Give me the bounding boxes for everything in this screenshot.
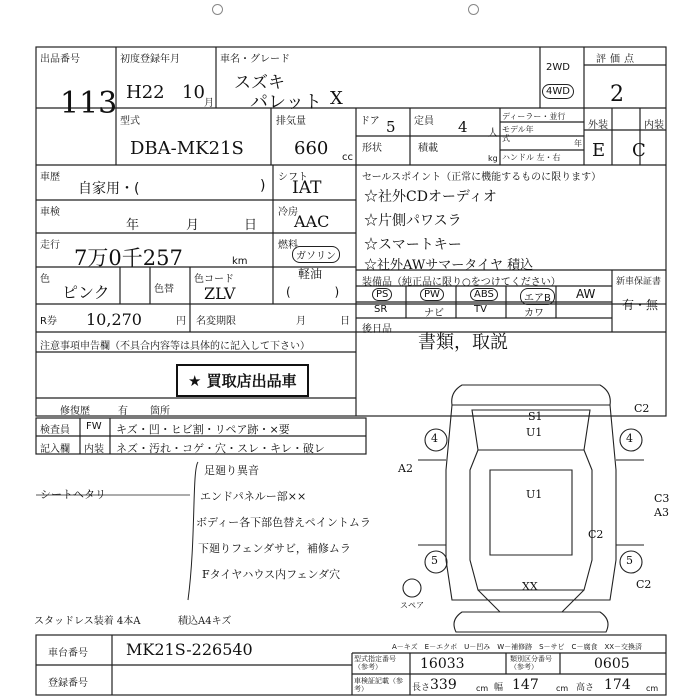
notice-label: 注意事項申告欄（不具合内容等は具体的に記入して下さい） xyxy=(40,341,310,352)
mark-s1: S1 xyxy=(528,410,543,423)
inspection-label: 車検 xyxy=(40,207,60,218)
docs-value: 書類，取説 xyxy=(418,332,508,353)
dealer-label: ディーラー・並行 xyxy=(502,112,566,121)
car-grade: X xyxy=(330,88,343,109)
door-label: ドア xyxy=(360,116,380,127)
equip-sr: SR xyxy=(374,304,388,315)
seat-note: シートヘタリ xyxy=(40,488,106,501)
legend: A－キズ E－エクボ U－凹み W－補修跡 S－サビ C－腐食 XX－交換済 xyxy=(392,643,643,651)
punch-hole xyxy=(212,4,223,15)
type-value: DBA-MK21S xyxy=(130,138,244,159)
first-reg-month: 10 xyxy=(182,82,205,103)
warranty-value: 有・無 xyxy=(622,298,659,312)
mark-wheel: 5 xyxy=(626,554,633,567)
recycle-label: R券 xyxy=(40,316,57,327)
color-code-label: 色コード xyxy=(194,274,234,285)
first-reg-era: H22 xyxy=(126,82,165,103)
note-line: 足廻り異音 xyxy=(204,464,259,477)
mileage-value: 7万0千257 xyxy=(74,246,183,270)
repair-label: 修復歴 xyxy=(60,406,90,417)
mark-a3: A3 xyxy=(654,506,669,519)
car-maker: スズキ xyxy=(234,73,285,93)
car-damage-diagram xyxy=(403,385,644,632)
first-reg-month-unit: 月 xyxy=(204,98,214,109)
class-no-label: 類別区分番号（参考） xyxy=(510,655,552,671)
mark-a2: A2 xyxy=(398,462,413,475)
exterior-label: 外装 xyxy=(588,120,608,131)
exterior-value: E xyxy=(592,140,606,161)
height-unit: cm xyxy=(646,684,659,693)
class-no-value: 0605 xyxy=(594,656,630,672)
inspection-year-unit: 年 xyxy=(126,218,140,233)
shift-value: IAT xyxy=(292,178,322,198)
sales-point-item: ☆社外CDオーディオ xyxy=(364,189,497,205)
docs-label: 後日品 xyxy=(362,324,392,335)
mark-u1: U1 xyxy=(526,488,543,501)
width-unit: cm xyxy=(556,684,569,693)
displacement-unit: cc xyxy=(342,152,353,163)
first-reg-label: 初度登録年月 xyxy=(120,54,180,65)
capacity-unit: 人 xyxy=(488,128,498,139)
load-label: 積載 xyxy=(418,143,438,154)
studless-note-2: 積込A4キズ xyxy=(178,616,232,627)
equip-abs: ABS xyxy=(470,288,498,301)
model-year-label: モデル年式 xyxy=(502,125,534,143)
cert-no-value: 16033 xyxy=(420,656,465,672)
length-label: 長さ xyxy=(412,683,431,693)
mileage-unit: km xyxy=(232,256,248,267)
equip-navi: ナビ xyxy=(424,308,444,319)
color-change-label: 色替 xyxy=(154,284,174,295)
length-unit: cm xyxy=(476,684,489,693)
mark-wheel: 4 xyxy=(626,432,633,445)
color-value: ピンク xyxy=(62,283,110,302)
inspector-label: 検査員 xyxy=(40,425,70,436)
punch-hole xyxy=(468,4,479,15)
color-label: 色 xyxy=(40,274,50,285)
buyer-stamp: ★ 買取店出品車 xyxy=(176,364,309,397)
equip-airbag: エアB xyxy=(520,288,555,305)
equipment-title: 装備品（純正品に限り○をつけてください） xyxy=(362,277,561,288)
handle-label: ハンドル 左・右 xyxy=(502,153,561,162)
note-line: ボディー各下部色替えペイントムラ xyxy=(196,516,371,529)
width-label: 幅 xyxy=(494,683,504,693)
mark-c2: C2 xyxy=(634,402,650,415)
note-line: エンドパネルー部×× xyxy=(200,490,307,503)
shape-label: 形状 xyxy=(362,143,382,154)
inspector-row1: キズ・凹・ヒビ割・リペア跡・×要 xyxy=(116,423,290,436)
car-model: パレット xyxy=(250,92,322,113)
height-value: 174 xyxy=(604,677,631,693)
shift-label: シフト xyxy=(278,172,308,183)
capacity-label: 定員 xyxy=(414,116,434,127)
record-label: 記入欄 xyxy=(40,444,70,455)
inspection-month-unit: 月 xyxy=(186,218,200,233)
cert-no-label: 型式指定番号（参考） xyxy=(354,655,396,671)
history-label: 車歴 xyxy=(40,172,60,183)
mark-c2: C2 xyxy=(588,528,604,541)
model-year-unit: 年 xyxy=(574,139,582,148)
drive-2wd: 2WD xyxy=(546,62,570,73)
aircon-label: 冷房 xyxy=(278,207,298,218)
inspector-row2: ネズ・汚れ・コゲ・穴・スレ・キレ・破レ xyxy=(116,442,325,455)
aircon-value: AAC xyxy=(294,212,330,231)
mark-wheel: 4 xyxy=(431,432,438,445)
chassis-label: 車台番号 xyxy=(48,648,88,659)
studless-note: スタッドレス装着 4本A xyxy=(34,616,141,627)
spare-tire-label: スペア xyxy=(400,601,424,610)
history-value: 自家用・( xyxy=(78,181,140,197)
note-line: 下廻りフェンダサビ，補修ムラ xyxy=(198,542,351,555)
name-change-day: 日 xyxy=(340,316,350,327)
lot-number: 113 xyxy=(60,86,118,121)
capacity-value: 4 xyxy=(458,118,468,136)
mark-u1: U1 xyxy=(526,426,543,439)
inspector-fw: FW xyxy=(86,421,102,432)
fuel-paren: ( ) xyxy=(286,285,360,299)
mileage-label: 走行 xyxy=(40,240,60,251)
repair-bracket: 箇所 xyxy=(150,406,170,417)
history-close: ) xyxy=(260,178,266,194)
name-change-month: 月 xyxy=(296,316,306,327)
displacement-label: 排気量 xyxy=(276,116,306,127)
mark-c2: C2 xyxy=(636,578,652,591)
note-line: Fタイヤハウス内フェンダ穴 xyxy=(202,568,341,581)
warranty-label: 新車保証書 xyxy=(616,277,662,287)
interior-value: C xyxy=(632,140,646,161)
door-value: 5 xyxy=(386,118,396,136)
fuel-value: ガソリン xyxy=(292,246,340,263)
equip-tv: TV xyxy=(474,304,487,315)
length-value: 339 xyxy=(430,677,457,693)
score-label: 評価点 xyxy=(596,54,638,65)
fuel-label: 燃料 xyxy=(278,240,298,251)
sales-point-item: ☆片側パワスラ xyxy=(364,213,462,229)
recycle-value: 10,270 xyxy=(86,310,142,329)
drive-4wd: 4WD xyxy=(542,84,574,99)
width-value: 147 xyxy=(512,677,539,693)
inspection-day-unit: 日 xyxy=(244,218,258,233)
recycle-unit: 円 xyxy=(176,316,186,327)
name-change-label: 名変期限 xyxy=(196,316,236,327)
reg-no-label: 登録番号 xyxy=(48,678,88,689)
chassis-value: MK21S-226540 xyxy=(126,640,253,659)
inspector-interior: 内装 xyxy=(84,444,104,455)
type-label: 型式 xyxy=(120,116,140,127)
equip-leather: カワ xyxy=(524,308,544,319)
mark-c3: C3 xyxy=(654,492,670,505)
displacement-value: 660 xyxy=(294,138,329,159)
mark-xx: XX xyxy=(522,580,538,593)
equip-aw: AW xyxy=(576,287,596,301)
fuel-sub: 軽油 xyxy=(298,267,323,281)
interior-label: 内装 xyxy=(644,120,664,131)
repair-value: 有 xyxy=(118,406,128,417)
equip-pw: PW xyxy=(420,288,444,301)
score-value: 2 xyxy=(610,82,624,107)
car-name-label: 車名・グレード xyxy=(220,54,290,65)
sales-point-item: ☆社外AWサマータイヤ 積込 xyxy=(364,258,534,273)
lot-label: 出品番号 xyxy=(40,54,80,65)
height-label: 高さ xyxy=(576,683,595,693)
dims-label: 車検証記載（参考） xyxy=(354,677,403,693)
load-unit: kg xyxy=(488,154,498,163)
sales-point-title: セールスポイント（正常に機能するものに限ります） xyxy=(362,172,602,183)
sales-point-item: ☆スマートキー xyxy=(364,237,462,253)
mark-wheel: 5 xyxy=(431,554,438,567)
color-code: ZLV xyxy=(204,284,236,303)
equip-ps: PS xyxy=(372,288,392,301)
